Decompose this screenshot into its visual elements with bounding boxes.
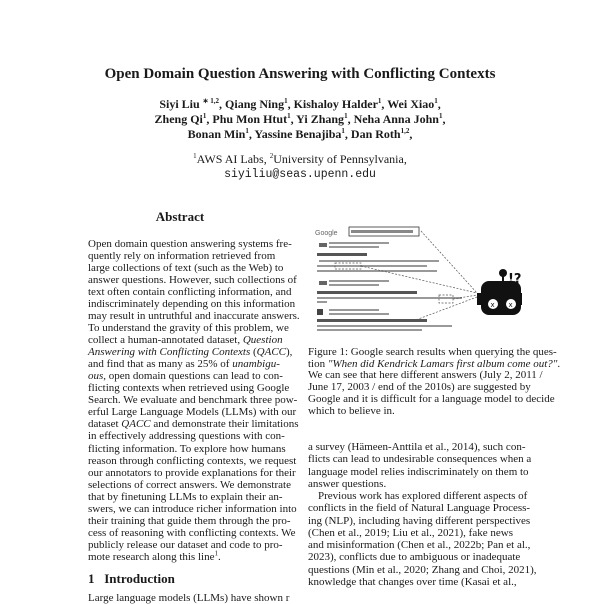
text-segment: ous — [88, 370, 104, 383]
text-segment: dataset — [88, 418, 122, 431]
text-segment: , Wei Xiao — [381, 97, 435, 111]
superscript: 2 — [269, 152, 274, 160]
superscript: 1 — [284, 97, 288, 105]
text-line — [88, 262, 284, 275]
text-segment: We can see that here different answers (July 2, 2011 / — [308, 369, 543, 382]
text-line — [88, 358, 280, 371]
text-line — [88, 334, 283, 347]
text-line — [308, 392, 555, 405]
text-line — [88, 382, 290, 395]
text-segment: , Neha Anna John — [347, 112, 439, 126]
text-segment: answer questions. — [308, 477, 387, 490]
abstract-heading: Abstract — [155, 209, 205, 224]
text-line — [88, 454, 297, 467]
text-line — [308, 563, 537, 576]
text-segment: ( — [250, 346, 257, 359]
superscript: 1 — [434, 97, 438, 105]
text-segment: conflicts in the field of Natural Language Process- — [308, 502, 531, 515]
text-segment: , Yassine Benajiba — [248, 127, 342, 141]
text-segment: Answering with Conflicting Contexts — [88, 346, 251, 359]
text-segment: a survey (Hämeen-Anttila et al., 2014), such con- — [308, 441, 526, 453]
figure-1-image — [305, 213, 520, 338]
text-segment: our annotators to provide explanations for their — [88, 466, 296, 479]
text-line — [308, 357, 561, 370]
text-line — [308, 527, 513, 539]
svg-text:!?: !? — [508, 272, 522, 287]
text-line — [88, 322, 289, 335]
affiliations — [0, 152, 600, 167]
text-segment: QACC — [121, 418, 151, 431]
text-line — [88, 478, 291, 491]
text-segment: large collections of text (such as the Web) to — [88, 262, 284, 275]
text-segment: publicly release our dataset and code to pro- — [88, 538, 283, 551]
text-line — [308, 405, 513, 417]
text-segment: 2023), conflicts due to ambiguous or inadequate — [308, 551, 521, 564]
author-line — [0, 112, 600, 127]
text-segment: , Dan Roth — [344, 127, 401, 141]
text-segment: Siyi Liu — [159, 97, 203, 111]
section-heading — [88, 571, 175, 587]
text-segment: swers, we can introduce richer information into — [88, 502, 297, 515]
text-line — [88, 370, 283, 383]
text-segment: flicting information. To explore how humans — [88, 442, 286, 455]
text-line — [308, 453, 532, 466]
text-segment: indiscriminately depending on this information — [88, 298, 296, 311]
text-segment: ing (NLP), including having different perspectives — [308, 514, 531, 527]
text-line — [308, 346, 557, 358]
text-segment: and find that as many as 25% of — [88, 358, 233, 371]
text-segment: erful Large Language Models (LLMs) with our — [88, 406, 297, 419]
figure-1 — [305, 213, 520, 338]
text-segment: , Phu Mon Htut — [206, 112, 288, 126]
text-line — [88, 274, 297, 287]
text-segment: , — [442, 112, 446, 126]
text-line — [308, 502, 531, 515]
text-line — [308, 465, 529, 478]
superscript: 1 — [344, 112, 348, 120]
text-segment: , Kishaloy Halder — [287, 97, 378, 111]
text-segment: "When did Kendrick Lamars first album come out?" — [327, 357, 558, 370]
superscript: 1 — [438, 112, 443, 120]
text-line — [308, 514, 531, 527]
text-segment: cess of reasoning with conflicting contexts. We — [88, 526, 296, 539]
superscript: 1 — [341, 127, 345, 135]
text-line — [308, 369, 543, 382]
text-segment: knowledge that changes over time (Kasai et al., — [308, 575, 517, 588]
text-segment: University of Pennsylvania, — [273, 152, 407, 166]
text-line — [88, 250, 276, 263]
text-line — [88, 526, 296, 539]
text-segment: flicts can lead to undesirable consequences when a — [308, 453, 532, 466]
contact-email[interactable]: siyiliu@seas.upenn.edu — [224, 168, 376, 181]
superscript: 1,2 — [400, 127, 410, 135]
superscript: 1 — [193, 152, 197, 160]
text-line — [88, 418, 299, 431]
text-segment: AWS AI Labs, — [196, 152, 270, 166]
text-segment: flicting contexts when retrieved using Google — [88, 382, 290, 395]
text-line — [88, 430, 285, 443]
text-segment: in effectively addressing questions with con- — [88, 430, 285, 443]
text-segment: their training that guide them through the pro- — [88, 514, 291, 527]
text-segment: language model relies indiscriminately on them to — [308, 465, 529, 478]
text-line — [88, 406, 297, 419]
text-segment: and misinformation (Chen et al., 2022b; Pan et al., — [308, 539, 531, 551]
search-results — [317, 242, 462, 331]
text-line — [308, 539, 531, 551]
text-line — [88, 238, 292, 250]
section-title: Introduction — [104, 571, 175, 586]
superscript: 1 — [202, 112, 207, 120]
text-segment: which to believe in. — [308, 404, 395, 417]
text-segment: , — [437, 97, 441, 111]
text-line — [88, 442, 286, 455]
section-number: 1 — [88, 571, 95, 586]
superscript: 1 — [287, 112, 291, 120]
text-segment: . — [557, 357, 561, 370]
text-segment: Previous work has explored different aspects of — [318, 490, 528, 502]
text-segment: Google and it is difficult for a language model to decide — [308, 392, 555, 405]
text-line — [88, 502, 297, 515]
text-line — [308, 381, 531, 394]
paper-title: Open Domain Question Answering with Conflicting Contexts — [104, 66, 496, 82]
text-segment: , — [409, 127, 413, 141]
text-segment: To understand the gravity of this problem, we — [88, 322, 289, 335]
text-segment: , Yi Zhang — [290, 112, 345, 126]
author-line — [0, 127, 600, 142]
robot-icon — [477, 269, 522, 315]
text-segment: unambigu- — [232, 358, 280, 371]
text-line — [308, 551, 521, 564]
text-line — [88, 551, 272, 563]
text-segment: quently rely on information retrieved from — [88, 250, 276, 263]
text-segment: that by finetuning LLMs to explain their an- — [88, 490, 283, 503]
text-line — [88, 394, 298, 407]
text-segment: , Qiang Ning — [219, 97, 285, 111]
google-logo: Google — [315, 230, 338, 237]
superscript: 1 — [245, 127, 249, 135]
superscript: ∗ 1,2 — [202, 97, 220, 105]
svg-text:x: x — [490, 301, 495, 309]
text-segment: Zheng Qi — [154, 112, 203, 126]
text-segment: (Chen et al., 2019; Liu et al., 2021), fake news — [308, 526, 513, 539]
text-segment: text often contain conflicting information, and — [88, 286, 292, 299]
arrows — [335, 231, 477, 321]
text-segment: Question — [242, 334, 283, 347]
superscript: 1 — [377, 97, 382, 105]
text-line — [308, 478, 513, 490]
text-line — [88, 298, 296, 311]
text-line — [88, 310, 300, 323]
text-segment: answer questions. However, such collections of — [88, 274, 297, 287]
svg-text:x: x — [508, 301, 513, 309]
text-segment: Bonan Min — [187, 127, 246, 141]
text-segment: , open domain questions can lead to con- — [103, 370, 283, 383]
author-line — [0, 97, 600, 112]
text-segment: mote research along this line — [88, 550, 215, 563]
text-segment: . — [217, 550, 221, 563]
text-line — [88, 538, 283, 551]
text-line — [308, 490, 528, 502]
text-line — [88, 490, 283, 503]
text-segment: selections of correct answers. We demonstrate — [88, 478, 291, 491]
text-segment: Search. We evaluate and benchmark three pow- — [88, 394, 298, 407]
text-line — [88, 286, 292, 299]
text-line — [308, 575, 517, 588]
text-line — [88, 466, 296, 479]
text-segment: questions (Min et al., 2020; Zhang and Choi, 2021), — [308, 563, 537, 576]
text-line — [88, 514, 291, 527]
text-segment: may result in untruthful and inaccurate answers. — [88, 310, 300, 323]
text-segment: QACC — [256, 346, 287, 359]
text-segment: and demonstrate their limitations — [150, 418, 299, 431]
text-line — [88, 346, 293, 359]
text-segment: collect a human-annotated dataset, — [88, 334, 243, 347]
text-segment: reason through conflicting contexts, we request — [88, 454, 297, 467]
text-line — [308, 441, 526, 453]
intro-cut-line: Large language models (LLMs) have shown r — [88, 592, 290, 604]
text-segment: tion — [308, 357, 328, 370]
text-segment: Open domain question answering systems fre- — [88, 238, 292, 250]
text-segment: June 17, 2003 / end of the 2010s) are suggested by — [308, 381, 531, 394]
superscript: 1 — [214, 549, 218, 558]
text-segment: ), — [286, 346, 293, 359]
text-segment: Figure 1: Google search results when querying the ques- — [308, 346, 557, 358]
